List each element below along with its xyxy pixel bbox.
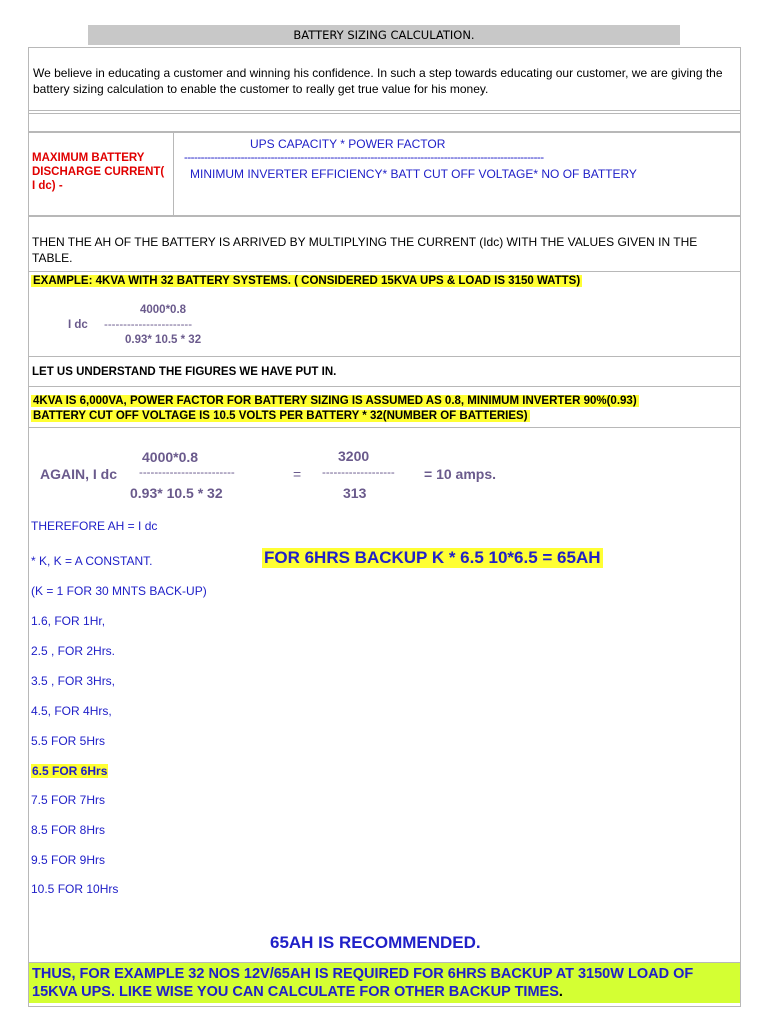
assumption-line-1: 4KVA IS 6,000VA, POWER FACTOR FOR BATTERY SIZING IS ASSUMED AS 0.8, MINIMUM INVERTER 90%(0.93) <box>33 395 637 407</box>
k-list-item: 1.6, FOR 1Hr, <box>31 614 106 628</box>
conclusion-line-1: THUS, FOR EXAMPLE 32 NOS 12V/65AH IS REQUIRED FOR 6HRS BACKUP AT 3150W LOAD OF <box>32 966 694 982</box>
k-list-item: 9.5 FOR 9Hrs <box>31 853 106 867</box>
formula-numerator: UPS CAPACITY * POWER FACTOR <box>250 137 446 151</box>
divider-line <box>28 271 741 272</box>
again-dashes-2: ------------------- <box>322 467 395 479</box>
formula-divider <box>173 133 174 215</box>
example-dashes: ----------------------- <box>104 319 193 331</box>
conclusion-line-2-text: 15KVA UPS. LIKE WISE YOU CAN CALCULATE FOR OTHER BACKUP TIMES <box>32 984 559 1000</box>
again-denominator-2: 313 <box>343 485 367 501</box>
formula-label: MAXIMUM BATTERY DISCHARGE CURRENT( I dc) - <box>32 152 165 192</box>
example-heading: EXAMPLE: 4KVA WITH 32 BATTERY SYSTEMS. ( CONSIDERED 15KVA UPS & LOAD IS 3150 WATTS) <box>33 275 581 287</box>
intro-text: We believe in educating a customer and winning his confidence. In such a step towards educating our customer, we are giving the battery sizing calculation to enable the customer to really get true value for his money. <box>33 66 723 96</box>
k-list-item: 7.5 FOR 7Hrs <box>31 793 106 807</box>
k-list-item: 5.5 FOR 5Hrs <box>31 734 106 748</box>
therefore-text: THEREFORE AH = I dc <box>31 519 158 533</box>
conclusion-period: . <box>558 984 563 1000</box>
recommended-text: 65AH IS RECOMMENDED. <box>270 933 481 952</box>
page-title: BATTERY SIZING CALCULATION. <box>88 25 680 45</box>
again-result: = 10 amps. <box>424 466 496 482</box>
k-list-item: (K = 1 FOR 30 MNTS BACK-UP) <box>31 584 207 598</box>
k-list-item: 3.5 , FOR 3Hrs, <box>31 674 116 688</box>
again-dashes: ------------------------- <box>139 467 235 479</box>
divider-line <box>28 427 741 428</box>
k-list-item: 2.5 , FOR 2Hrs. <box>31 644 116 658</box>
understand-text: LET US UNDERSTAND THE FIGURES WE HAVE PUT IN. <box>32 366 337 378</box>
k-list-item-highlighted: 6.5 FOR 6Hrs <box>32 764 108 778</box>
backup-6hr-text: FOR 6HRS BACKUP K * 6.5 10*6.5 = 65AH <box>264 548 601 567</box>
example-numerator: 4000*0.8 <box>140 304 187 316</box>
intro-cell <box>28 47 741 111</box>
k-list-item: 8.5 FOR 8Hrs <box>31 823 106 837</box>
k-list-item: 10.5 FOR 10Hrs <box>31 882 119 896</box>
then-text: THEN THE AH OF THE BATTERY IS ARRIVED BY MULTIPLYING THE CURRENT (Idc) WITH THE VALUES GIVEN IN THE TABLE. <box>32 235 698 265</box>
k-list-item: 4.5, FOR 4Hrs, <box>31 704 112 718</box>
k-constant-text: * K, K = A CONSTANT. <box>31 554 153 568</box>
formula-row <box>28 132 741 216</box>
assumption-line-2: BATTERY CUT OFF VOLTAGE IS 10.5 VOLTS PER BATTERY * 32(NUMBER OF BATTERIES) <box>33 410 528 422</box>
divider-line <box>28 356 741 357</box>
conclusion-line-2 <box>32 983 563 1001</box>
example-label: I dc <box>68 319 88 331</box>
formula-denominator: MINIMUM INVERTER EFFICIENCY* BATT CUT OFF VOLTAGE* NO OF BATTERY <box>190 167 637 181</box>
again-numerator-2: 3200 <box>338 448 370 464</box>
again-equals: = <box>293 466 302 482</box>
divider-line <box>28 216 741 217</box>
again-numerator: 4000*0.8 <box>142 449 199 465</box>
again-denominator: 0.93* 10.5 * 32 <box>130 485 223 501</box>
divider-line <box>28 1006 741 1007</box>
formula-dashes: ------------------------------------------------------------------------------------------------------------ <box>184 152 544 164</box>
empty-row <box>28 113 741 132</box>
again-label: AGAIN, I dc <box>40 466 118 482</box>
divider-line <box>28 386 741 387</box>
example-denominator: 0.93* 10.5 * 32 <box>125 334 202 346</box>
